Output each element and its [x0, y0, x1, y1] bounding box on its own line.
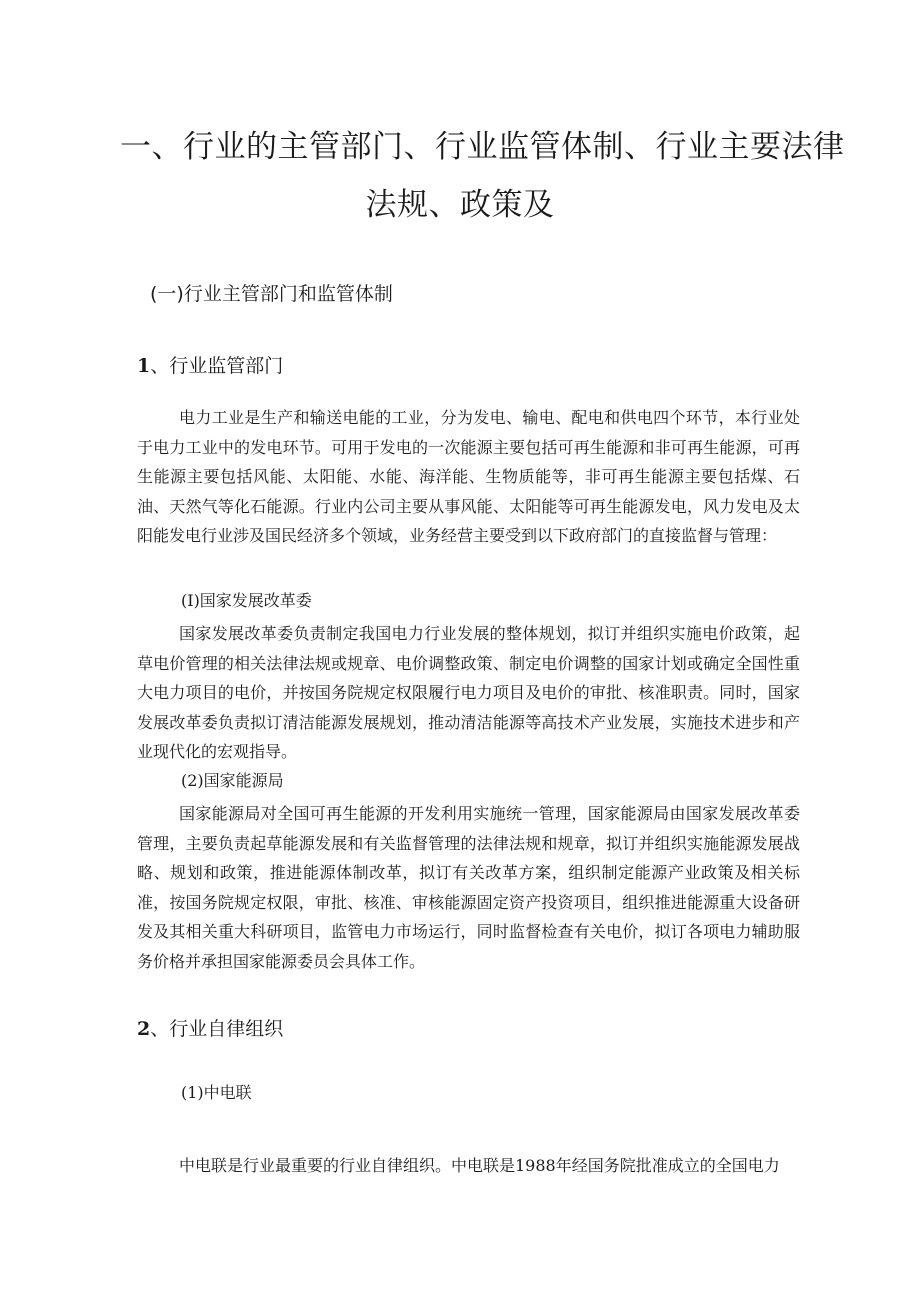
paragraph-intro: 电力工业是生产和输送电能的工业，分为发电、输电、配电和供电四个环节，本行业处于电力工业中的发电环节。可用于发电的一次能源主要包括可再生能源和非可再生能源，可再生能源主要包括风能、太阳能、水能、海洋能、生物质能等，非可再生能源主要包括煤、石油、天然气等化石能源。行业内公司主要从事风能、太阳能等可再生能源发电，风力发电及太阳能发电行业涉及国民经济多个领域，业务经营主要受到以下政府部门的直接监督与管理： [137, 408, 800, 545]
item-title-nea: (2)国家能源局 [181, 771, 284, 790]
subsection-heading-1 [137, 357, 283, 376]
subsection-number: 2 [137, 1018, 151, 1040]
document-title-line-1: 一、行业的主管部门、行业监管体制、行业主要法律 [120, 129, 845, 165]
paragraph-cec: 中电联是行业最重要的行业自律组织。中电联是1988年经国务院批准成立的全国电力 [179, 1156, 780, 1175]
subsection-title: 、行业监管部门 [150, 355, 284, 377]
paragraph-ndrc: 国家发展改革委负责制定我国电力行业发展的整体规划，拟订并组织实施电价政策，起草电价管理的相关法律法规或规章、电价调整政策、制定电价调整的国家计划或确定全国性重大电力项目的电价，并按国务院规定权限履行电力项目及电价的审批、核准职责。同时，国家发展改革委负责拟订清洁能源发展规划，推动清洁能源等高技术产业发展，实施技术进步和产业现代化的宏观指导。 [137, 624, 800, 761]
section-heading: (一)行业主管部门和监管体制 [150, 283, 393, 305]
item-title-cec: (1)中电联 [181, 1083, 252, 1102]
paragraph-nea: 国家能源局对全国可再生能源的开发利用实施统一管理，国家能源局由国家发展改革委管理，主要负责起草能源发展和有关监督管理的法律法规和规章，拟订并组织实施能源发展战略、规划和政策，推进能源体制改革，拟订有关改革方案，组织制定能源产业政策及相关标准，按国务院规定权限，审批、核准、审核能源固定资产投资项目，组织推进能源重大设备研发及其相关重大科研项目，监管电力市场运行，同时监督检查有关电价，拟订各项电力辅助服务价格并承担国家能源委员会具体工作。 [137, 804, 800, 971]
document-title-line-2: 法规、政策及 [365, 187, 555, 223]
subsection-number: 1 [137, 355, 151, 377]
subsection-title: 、行业自律组织 [150, 1018, 284, 1040]
subsection-heading-2 [137, 1020, 283, 1039]
item-title-ndrc: (I)国家发展改革委 [181, 591, 312, 610]
